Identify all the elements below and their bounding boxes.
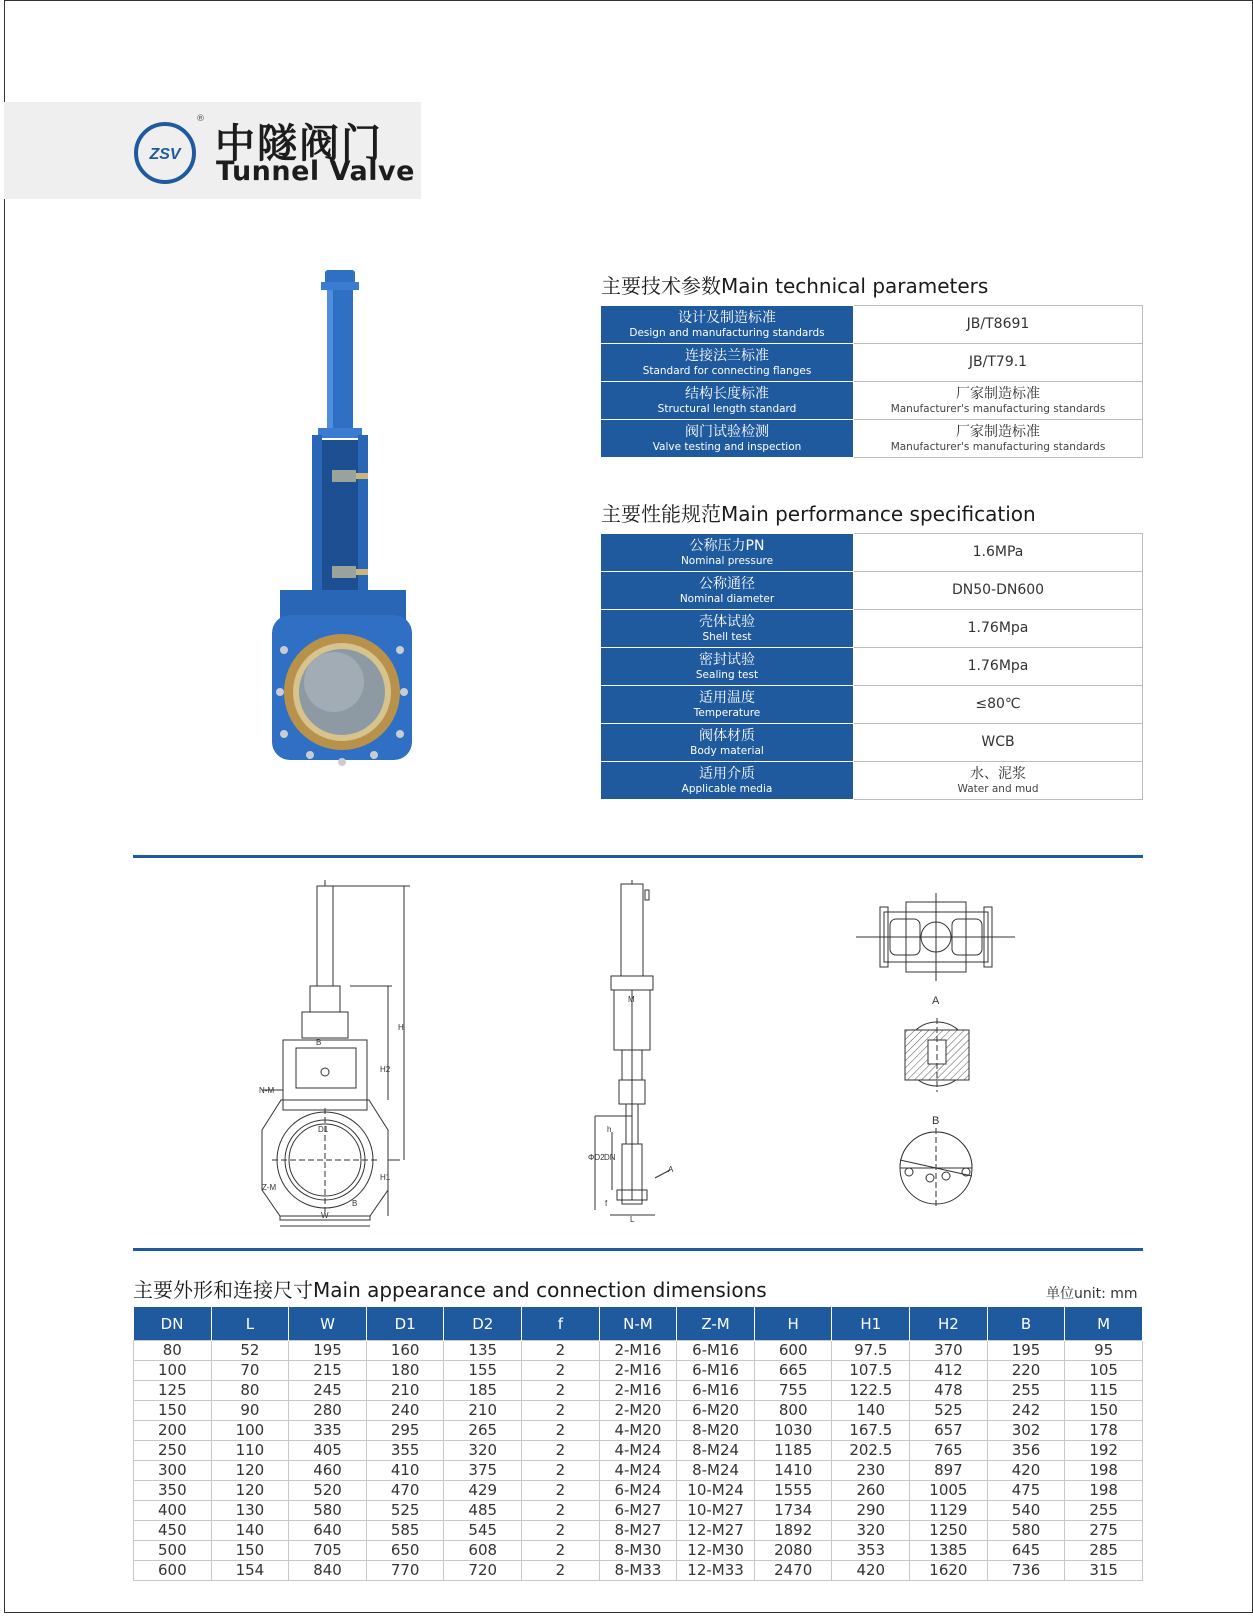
spec-label-cn: 连接法兰标准: [685, 347, 769, 364]
spec-value: [854, 534, 1143, 572]
table-cell: 6-M16: [677, 1381, 755, 1401]
column-header: H: [754, 1307, 832, 1341]
table-cell: 215: [289, 1361, 367, 1381]
table-cell: 180: [366, 1361, 444, 1381]
table-cell: 4-M24: [599, 1441, 677, 1461]
table-cell: 540: [987, 1501, 1065, 1521]
column-header: M: [1065, 1307, 1143, 1341]
table-cell: 290: [832, 1501, 910, 1521]
table-cell: 1385: [910, 1541, 988, 1561]
table-cell: 140: [211, 1521, 289, 1541]
table-cell: 210: [444, 1401, 522, 1421]
spec-row: [601, 534, 1143, 572]
table-cell: 429: [444, 1481, 522, 1501]
table-cell: 4-M24: [599, 1461, 677, 1481]
spec-label-cn: 密封试验: [699, 651, 755, 668]
knife-gate-valve-image: [270, 270, 420, 790]
table-cell: 105: [1065, 1361, 1143, 1381]
table-cell: 412: [910, 1361, 988, 1381]
table-cell: 2-M16: [599, 1341, 677, 1361]
table-cell: 195: [987, 1341, 1065, 1361]
table-cell: 185: [444, 1381, 522, 1401]
table-cell: 2: [522, 1501, 600, 1521]
table-row: [134, 1461, 1143, 1481]
unit-label: 单位unit: mm: [1046, 1286, 1138, 1302]
spec-row: [601, 344, 1143, 382]
spec-label: [601, 420, 854, 458]
table-cell: 12-M30: [677, 1541, 755, 1561]
table-cell: 525: [366, 1501, 444, 1521]
spec-label-cn: 适用温度: [699, 689, 755, 706]
label-w: W: [321, 1211, 329, 1220]
dimensions-title: 主要外形和连接尺寸Main appearance and connection dimensions: [133, 1278, 767, 1302]
spec-value-main: JB/T8691: [966, 316, 1030, 332]
table-cell: 300: [134, 1461, 212, 1481]
table-cell: 2: [522, 1481, 600, 1501]
table-cell: 4-M20: [599, 1421, 677, 1441]
table-cell: 585: [366, 1521, 444, 1541]
label-detail-a: A: [932, 995, 940, 1007]
table-cell: 500: [134, 1541, 212, 1561]
table-cell: 353: [832, 1541, 910, 1561]
spec-label: [601, 762, 854, 800]
label-b-bottom: B: [352, 1199, 358, 1208]
table-cell: 600: [134, 1561, 212, 1581]
table-cell: 2: [522, 1521, 600, 1541]
column-header: B: [987, 1307, 1065, 1341]
table-row: [134, 1541, 1143, 1561]
technical-title: 主要技术参数Main technical parameters: [601, 274, 989, 298]
table-row: [134, 1361, 1143, 1381]
table-row: [134, 1341, 1143, 1361]
table-cell: 410: [366, 1461, 444, 1481]
spec-label: [601, 610, 854, 648]
spec-value: [854, 686, 1143, 724]
table-cell: 2: [522, 1541, 600, 1561]
table-cell: 800: [754, 1401, 832, 1421]
spec-row: [601, 572, 1143, 610]
table-cell: 80: [134, 1341, 212, 1361]
spec-value: [854, 762, 1143, 800]
spec-label: [601, 686, 854, 724]
table-cell: 122.5: [832, 1381, 910, 1401]
table-cell: 2470: [754, 1561, 832, 1581]
table-cell: 475: [987, 1481, 1065, 1501]
table-cell: 280: [289, 1401, 367, 1421]
table-cell: 545: [444, 1521, 522, 1541]
label-l: L: [630, 1215, 635, 1224]
table-cell: 356: [987, 1441, 1065, 1461]
table-cell: 107.5: [832, 1361, 910, 1381]
table-cell: 705: [289, 1541, 367, 1561]
table-cell: 1030: [754, 1421, 832, 1441]
column-header: H1: [832, 1307, 910, 1341]
table-cell: 8-M27: [599, 1521, 677, 1541]
table-cell: 665: [754, 1361, 832, 1381]
label-a-side: A: [668, 1165, 674, 1174]
table-cell: 8-M33: [599, 1561, 677, 1581]
label-b-top: B: [316, 1038, 322, 1047]
table-cell: 154: [211, 1561, 289, 1581]
spec-label-en: Valve testing and inspection: [652, 440, 802, 453]
label-n-m: N-M: [259, 1086, 275, 1095]
brand-cn-name: 中隧阀门: [215, 121, 383, 167]
table-cell: 80: [211, 1381, 289, 1401]
spec-label-en: Sealing test: [695, 668, 759, 681]
table-cell: 8-M30: [599, 1541, 677, 1561]
spec-label-en: Applicable media: [681, 782, 773, 795]
column-header: H2: [910, 1307, 988, 1341]
table-cell: 1129: [910, 1501, 988, 1521]
table-cell: 1734: [754, 1501, 832, 1521]
table-cell: 90: [211, 1401, 289, 1421]
table-cell: 140: [832, 1401, 910, 1421]
table-cell: 370: [910, 1341, 988, 1361]
table-cell: 840: [289, 1561, 367, 1581]
spec-row: [601, 610, 1143, 648]
table-cell: 230: [832, 1461, 910, 1481]
table-cell: 295: [366, 1421, 444, 1441]
spec-label-cn: 公称压力PN: [689, 537, 765, 554]
table-cell: 220: [987, 1361, 1065, 1381]
table-cell: 2-M20: [599, 1401, 677, 1421]
table-cell: 6-M24: [599, 1481, 677, 1501]
table-cell: 178: [1065, 1421, 1143, 1441]
spec-label-en: Nominal diameter: [679, 592, 775, 605]
table-cell: 52: [211, 1341, 289, 1361]
table-cell: 1185: [754, 1441, 832, 1461]
table-cell: 195: [289, 1341, 367, 1361]
table-cell: 285: [1065, 1541, 1143, 1561]
table-row: [134, 1561, 1143, 1581]
spec-value-main: 厂家制造标准: [956, 385, 1040, 402]
column-header: D1: [366, 1307, 444, 1341]
spec-row: [601, 382, 1143, 420]
table-cell: 2: [522, 1381, 600, 1401]
table-cell: 1555: [754, 1481, 832, 1501]
spec-label-cn: 阀体材质: [699, 727, 755, 744]
table-cell: 198: [1065, 1461, 1143, 1481]
spec-label-en: Structural length standard: [657, 402, 797, 415]
spec-value-en: Manufacturer's manufacturing standards: [890, 402, 1106, 415]
spec-value-en: Water and mud: [957, 782, 1039, 795]
table-cell: 97.5: [832, 1341, 910, 1361]
table-row: [134, 1441, 1143, 1461]
spec-label-en: Body material: [690, 744, 764, 757]
table-cell: 320: [444, 1441, 522, 1461]
table-cell: 8-M20: [677, 1421, 755, 1441]
table-cell: 2: [522, 1441, 600, 1461]
column-header: N-M: [599, 1307, 677, 1341]
column-header: W: [289, 1307, 367, 1341]
table-cell: 6-M27: [599, 1501, 677, 1521]
spec-label-cn: 公称通径: [699, 575, 755, 592]
table-cell: 1250: [910, 1521, 988, 1541]
table-cell: 478: [910, 1381, 988, 1401]
spec-label-en: Design and manufacturing standards: [629, 326, 825, 339]
table-cell: 405: [289, 1441, 367, 1461]
label-f: f: [605, 1199, 608, 1208]
spec-label-cn: 壳体试验: [699, 613, 755, 630]
spec-label-en: Standard for connecting flanges: [642, 364, 812, 377]
technical-table: [600, 305, 1143, 458]
spec-label: [601, 572, 854, 610]
spec-label-cn: 设计及制造标准: [678, 309, 776, 326]
column-header: D2: [444, 1307, 522, 1341]
table-cell: 450: [134, 1521, 212, 1541]
spec-value: [854, 382, 1143, 420]
table-cell: 736: [987, 1561, 1065, 1581]
spec-value: [854, 724, 1143, 762]
spec-label: [601, 648, 854, 686]
table-cell: 2: [522, 1401, 600, 1421]
table-cell: 375: [444, 1461, 522, 1481]
table-cell: 192: [1065, 1441, 1143, 1461]
table-cell: 580: [987, 1521, 1065, 1541]
spec-label-en: Nominal pressure: [680, 554, 774, 567]
table-row: [134, 1501, 1143, 1521]
label-detail-b: B: [932, 1115, 940, 1127]
table-cell: 100: [134, 1361, 212, 1381]
table-cell: 320: [832, 1521, 910, 1541]
table-cell: 720: [444, 1561, 522, 1581]
table-cell: 350: [134, 1481, 212, 1501]
table-cell: 250: [134, 1441, 212, 1461]
spec-label-en: Shell test: [702, 630, 752, 643]
dimensions-table: [133, 1307, 1143, 1581]
table-cell: 485: [444, 1501, 522, 1521]
table-row: [134, 1381, 1143, 1401]
table-cell: 2: [522, 1561, 600, 1581]
spec-value-main: 1.6MPa: [972, 544, 1024, 560]
table-cell: 6-M16: [677, 1361, 755, 1381]
table-cell: 100: [211, 1421, 289, 1441]
performance-table: [600, 533, 1143, 800]
label-d1: D1: [318, 1125, 329, 1134]
table-cell: 657: [910, 1421, 988, 1441]
table-cell: 770: [366, 1561, 444, 1581]
table-cell: 525: [910, 1401, 988, 1421]
table-cell: 150: [211, 1541, 289, 1561]
spec-value: [854, 648, 1143, 686]
table-row: [134, 1421, 1143, 1441]
section-divider-bottom: [133, 1248, 1143, 1251]
registered-mark: ®: [196, 114, 205, 124]
table-cell: 600: [754, 1341, 832, 1361]
label-h1: H1: [380, 1173, 391, 1182]
table-cell: 580: [289, 1501, 367, 1521]
table-cell: 135: [444, 1341, 522, 1361]
table-cell: 470: [366, 1481, 444, 1501]
spec-label: [601, 306, 854, 344]
table-cell: 10-M24: [677, 1481, 755, 1501]
table-cell: 115: [1065, 1381, 1143, 1401]
table-cell: 265: [444, 1421, 522, 1441]
spec-row: [601, 648, 1143, 686]
spec-label: [601, 344, 854, 382]
table-cell: 645: [987, 1541, 1065, 1561]
zsv-logo-icon: [133, 121, 197, 185]
performance-title: 主要性能规范Main performance specification: [601, 502, 1036, 526]
spec-value-main: 水、泥浆: [970, 765, 1026, 782]
table-cell: 155: [444, 1361, 522, 1381]
table-cell: 240: [366, 1401, 444, 1421]
table-cell: 1892: [754, 1521, 832, 1541]
table-cell: 897: [910, 1461, 988, 1481]
spec-row: [601, 420, 1143, 458]
table-row: [134, 1481, 1143, 1501]
spec-value-main: DN50-DN600: [951, 582, 1045, 598]
table-cell: 302: [987, 1421, 1065, 1441]
label-m: M: [628, 995, 635, 1004]
spec-value: [854, 420, 1143, 458]
table-cell: 400: [134, 1501, 212, 1521]
table-cell: 150: [134, 1401, 212, 1421]
spec-value-main: WCB: [981, 734, 1015, 750]
spec-value-main: ≤80℃: [975, 696, 1021, 712]
spec-row: [601, 686, 1143, 724]
table-cell: 1620: [910, 1561, 988, 1581]
table-cell: 120: [211, 1481, 289, 1501]
table-cell: 275: [1065, 1521, 1143, 1541]
spec-value: [854, 572, 1143, 610]
spec-row: [601, 762, 1143, 800]
label-dn: DN: [604, 1153, 616, 1162]
table-cell: 2-M16: [599, 1361, 677, 1381]
table-cell: 12-M33: [677, 1561, 755, 1581]
table-cell: 202.5: [832, 1441, 910, 1461]
table-cell: 6-M20: [677, 1401, 755, 1421]
column-header: f: [522, 1307, 600, 1341]
table-cell: 125: [134, 1381, 212, 1401]
spec-value-main: 1.76Mpa: [967, 658, 1029, 674]
table-cell: 355: [366, 1441, 444, 1461]
table-cell: 10-M27: [677, 1501, 755, 1521]
label-d2: ΦD2: [588, 1153, 605, 1162]
table-cell: 755: [754, 1381, 832, 1401]
spec-label-cn: 适用介质: [699, 765, 755, 782]
table-cell: 260: [832, 1481, 910, 1501]
spec-row: [601, 306, 1143, 344]
label-z-m: Z-M: [262, 1183, 277, 1192]
table-cell: 460: [289, 1461, 367, 1481]
table-cell: 95: [1065, 1341, 1143, 1361]
table-cell: 130: [211, 1501, 289, 1521]
table-cell: 255: [987, 1381, 1065, 1401]
spec-value: [854, 610, 1143, 648]
spec-label: [601, 534, 854, 572]
table-cell: 2: [522, 1421, 600, 1441]
table-cell: 167.5: [832, 1421, 910, 1441]
column-header: Z-M: [677, 1307, 755, 1341]
spec-value-main: 厂家制造标准: [956, 423, 1040, 440]
table-cell: 160: [366, 1341, 444, 1361]
table-cell: 110: [211, 1441, 289, 1461]
table-row: [134, 1401, 1143, 1421]
table-cell: 255: [1065, 1501, 1143, 1521]
table-cell: 120: [211, 1461, 289, 1481]
spec-label: [601, 724, 854, 762]
logo-mark: ZSV: [149, 146, 181, 163]
table-cell: 420: [832, 1561, 910, 1581]
table-cell: 2: [522, 1461, 600, 1481]
table-cell: 2: [522, 1361, 600, 1381]
label-h: H: [398, 1023, 404, 1032]
table-cell: 2-M16: [599, 1381, 677, 1401]
table-cell: 210: [366, 1381, 444, 1401]
table-cell: 420: [987, 1461, 1065, 1481]
table-cell: 765: [910, 1441, 988, 1461]
label-small-h: h: [607, 1125, 612, 1134]
brand-en-name: Tunnel Valve: [216, 156, 415, 187]
table-cell: 70: [211, 1361, 289, 1381]
spec-label-en: Temperature: [693, 706, 761, 719]
spec-value: [854, 344, 1143, 382]
table-cell: 650: [366, 1541, 444, 1561]
table-cell: 150: [1065, 1401, 1143, 1421]
table-cell: 608: [444, 1541, 522, 1561]
table-row: [134, 1521, 1143, 1541]
table-cell: 520: [289, 1481, 367, 1501]
table-cell: 6-M16: [677, 1341, 755, 1361]
table-cell: 2080: [754, 1541, 832, 1561]
table-cell: 8-M24: [677, 1441, 755, 1461]
table-cell: 2: [522, 1341, 600, 1361]
table-cell: 1410: [754, 1461, 832, 1481]
table-cell: 242: [987, 1401, 1065, 1421]
spec-value-main: JB/T79.1: [968, 354, 1028, 370]
column-header: L: [211, 1307, 289, 1341]
table-cell: 198: [1065, 1481, 1143, 1501]
spec-value: [854, 306, 1143, 344]
table-cell: 335: [289, 1421, 367, 1441]
spec-value-en: Manufacturer's manufacturing standards: [890, 440, 1106, 453]
table-cell: 12-M27: [677, 1521, 755, 1541]
spec-value-main: 1.76Mpa: [967, 620, 1029, 636]
table-cell: 1005: [910, 1481, 988, 1501]
table-cell: 640: [289, 1521, 367, 1541]
section-divider-top: [133, 855, 1143, 858]
table-cell: 315: [1065, 1561, 1143, 1581]
spec-label-cn: 结构长度标准: [685, 385, 769, 402]
column-header: DN: [134, 1307, 212, 1341]
table-cell: 200: [134, 1421, 212, 1441]
label-h2: H2: [380, 1065, 391, 1074]
table-cell: 8-M24: [677, 1461, 755, 1481]
table-cell: 245: [289, 1381, 367, 1401]
spec-row: [601, 724, 1143, 762]
spec-label-cn: 阀门试验检测: [685, 423, 769, 440]
spec-label: [601, 382, 854, 420]
